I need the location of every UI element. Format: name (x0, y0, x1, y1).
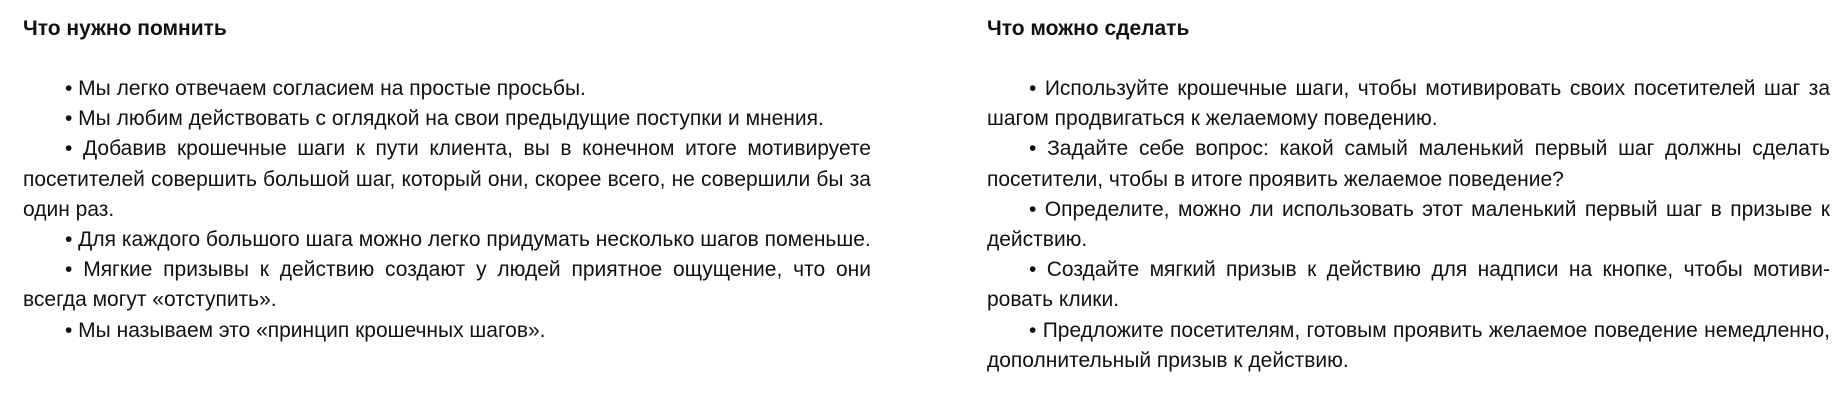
remember-heading: Что нужно помнить (23, 17, 227, 40)
remember-item: • Мягкие призывы к действию создают у людей приятное ощущение, что они всегда могут «отступить». (23, 258, 871, 312)
actions-section (987, 14, 1830, 376)
remember-item: • Для каждого большого шага можно легко придумать несколько шагов поменьше. (65, 228, 871, 252)
actions-list (987, 74, 1830, 376)
action-item: • Предложите посетителям, готовым проявить желаемое поведение немедленно, дополнительный призыв к действию. (987, 318, 1830, 372)
remember-item: • Мы называем это «принцип крошечных шагов». (65, 318, 546, 342)
action-item: • Определите, можно ли использовать этот маленький первый шаг в призыве к действию. (987, 197, 1830, 252)
action-item: • Создайте мягкий призыв к действию для надписи на кнопке, чтобы мотивировать клики. (987, 258, 1830, 312)
remember-item: • Мы любим действовать с оглядкой на свои предыдущие поступки и мнения. (65, 107, 824, 131)
action-item: • Задайте себе вопрос: какой самый маленький первый шаг должны сделать посетители, чтобы в итоге проявить желаемое поведение? (987, 137, 1830, 191)
remember-item: • Мы легко отвечаем согласием на простые просьбы. (65, 77, 586, 100)
remember-item: • Добавив крошечные шаги к пути клиента, вы в конечном итоге мотивируете посетителей совершить большой шаг, который они, скорее всего, не совершили бы за один раз. (23, 137, 871, 221)
actions-heading: Что можно сделать (987, 17, 1190, 40)
action-item: • Используйте крошечные шаги, чтобы мотивировать своих посетителей шаг за шагом продвигаться к желаемому поведению. (987, 77, 1830, 131)
remember-list (23, 74, 871, 346)
remember-section (23, 14, 871, 346)
